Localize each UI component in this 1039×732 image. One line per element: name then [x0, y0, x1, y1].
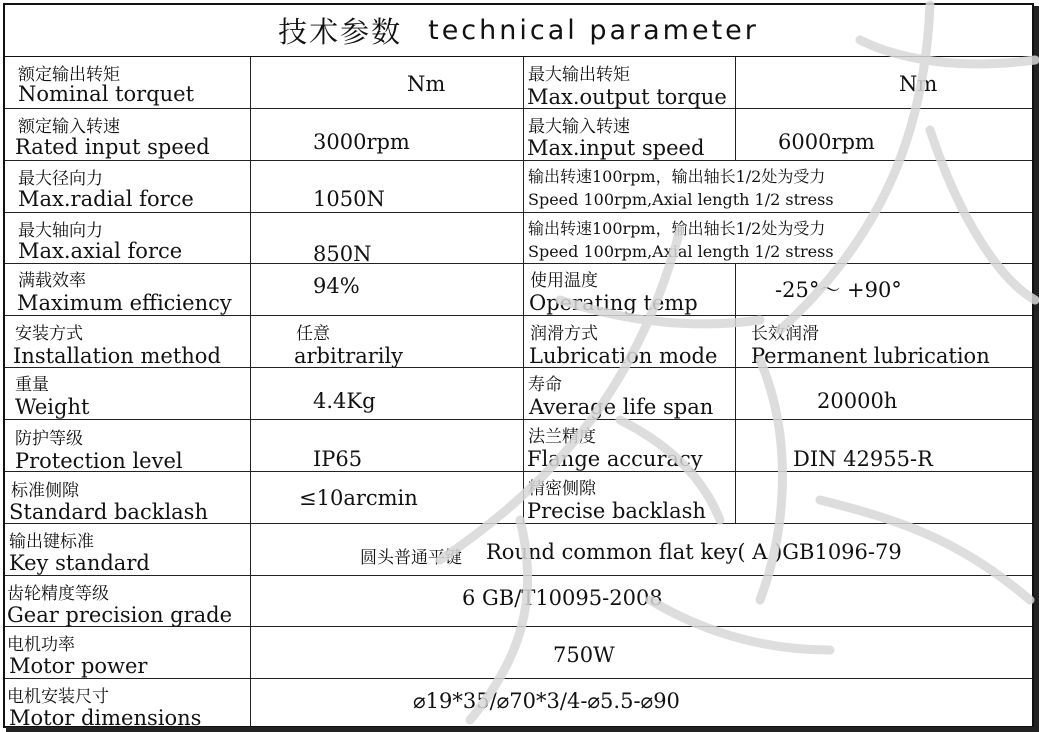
column-divider: [735, 263, 736, 523]
param-value: 1050N: [313, 187, 385, 211]
param-label-en: Max.radial force: [18, 187, 194, 211]
param-label-en: Max.axial force: [18, 239, 183, 263]
param-value: 94%: [313, 274, 360, 298]
param-label-cn: 使用温度: [530, 271, 598, 291]
param-value: 3000rpm: [313, 130, 410, 154]
param-value: IP65: [313, 447, 363, 471]
param-note-cn: 输出转速100rpm，输出轴长1/2处为受力: [528, 167, 826, 186]
row-divider: [5, 212, 1032, 213]
row-divider: [5, 315, 1032, 316]
title-en: technical parameter: [428, 15, 759, 46]
row-divider: [5, 160, 1032, 161]
param-note-en: Speed 100rpm,Axial length 1/2 stress: [528, 242, 834, 261]
column-divider: [250, 57, 251, 728]
param-value-cn: 圆头普通平键: [360, 548, 462, 568]
param-value-cn: 任意: [296, 324, 330, 344]
param-label-en: Operating temp: [529, 291, 698, 315]
row-divider: [5, 575, 1032, 576]
param-label-en: Standard backlash: [9, 500, 208, 524]
param-label-cn: 最大轴向力: [18, 221, 103, 241]
param-label-cn: 电机安装尺寸: [7, 687, 109, 707]
param-label-en: Rated input speed: [15, 135, 210, 159]
param-label-cn: 最大径向力: [18, 169, 103, 189]
param-label-en: Nominal torquet: [18, 82, 195, 106]
param-value: 6000rpm: [778, 130, 875, 154]
param-label-en: Max.input speed: [527, 136, 705, 160]
param-label-en: Motor dimensions: [9, 706, 202, 730]
param-label-cn: 法兰精度: [528, 427, 596, 447]
param-label-cn: 齿轮精度等级: [7, 584, 109, 604]
param-label-cn: 防护等级: [15, 429, 83, 449]
param-value-cn: 长效润滑: [751, 324, 819, 344]
param-note-cn: 输出转速100rpm，输出轴长1/2处为受力: [528, 219, 826, 238]
param-value: 6 GB/T10095-2008: [462, 586, 663, 610]
param-label-en: Average life span: [529, 395, 714, 419]
column-divider: [735, 57, 736, 160]
param-label-cn: 最大输入转速: [528, 117, 630, 137]
param-value: 20000h: [817, 389, 898, 413]
row-divider: [5, 263, 1032, 264]
param-label-cn: 满载效率: [18, 271, 86, 291]
param-label-cn: 重量: [15, 375, 49, 395]
param-value: ⌀19*35/⌀70*3/4-⌀5.5-⌀90: [413, 689, 680, 713]
param-label-en: Weight: [15, 395, 90, 419]
column-divider: [523, 57, 524, 523]
param-label-cn: 电机功率: [7, 635, 75, 655]
param-label-en: Key standard: [9, 551, 150, 575]
row-divider: [5, 678, 1032, 679]
param-value: Round common flat key( A )GB1096-79: [486, 540, 902, 564]
param-label-en: Installation method: [13, 344, 221, 368]
param-value: 4.4Kg: [313, 389, 376, 413]
param-value: Permanent lubrication: [751, 344, 990, 368]
param-label-cn: 寿命: [528, 375, 562, 395]
param-label-en: Flange accuracy: [527, 447, 703, 471]
param-label-cn: 精密侧隙: [528, 479, 596, 499]
param-label-cn: 标准侧隙: [11, 481, 79, 501]
table-title: [5, 5, 1032, 57]
param-value: arbitrarily: [294, 344, 404, 368]
param-label-en: Motor power: [9, 654, 148, 678]
row-divider: [5, 108, 1032, 109]
param-note-en: Speed 100rpm,Axial length 1/2 stress: [528, 190, 834, 209]
param-value: 750W: [553, 643, 615, 667]
param-label-en: Lubrication mode: [529, 344, 718, 368]
param-label-en: Precise backlash: [527, 499, 706, 523]
row-divider: [5, 419, 1032, 420]
param-value: 850N: [313, 242, 372, 266]
title-cn: 技术参数: [278, 15, 403, 49]
param-label-en: Gear precision grade: [7, 603, 233, 627]
param-label-cn: 额定输入转速: [18, 117, 120, 137]
param-label-en: Maximum efficiency: [17, 291, 232, 315]
frame-shadow-right: [1034, 6, 1039, 732]
param-value: Nm: [899, 72, 938, 96]
param-value: Nm: [407, 72, 446, 96]
param-label-cn: 额定输出转矩: [18, 65, 120, 85]
param-label-en: Protection level: [15, 449, 183, 473]
param-label-cn: 润滑方式: [530, 324, 598, 344]
param-label-cn: 输出键标准: [9, 532, 94, 552]
param-value: ≤10arcmin: [299, 486, 418, 510]
param-label-cn: 安装方式: [15, 324, 83, 344]
param-value: -25°～ +90°: [775, 278, 902, 302]
param-label-en: Max.output torque: [527, 85, 727, 109]
param-value: DIN 42955-R: [793, 447, 933, 471]
param-label-cn: 最大输出转矩: [528, 65, 630, 85]
